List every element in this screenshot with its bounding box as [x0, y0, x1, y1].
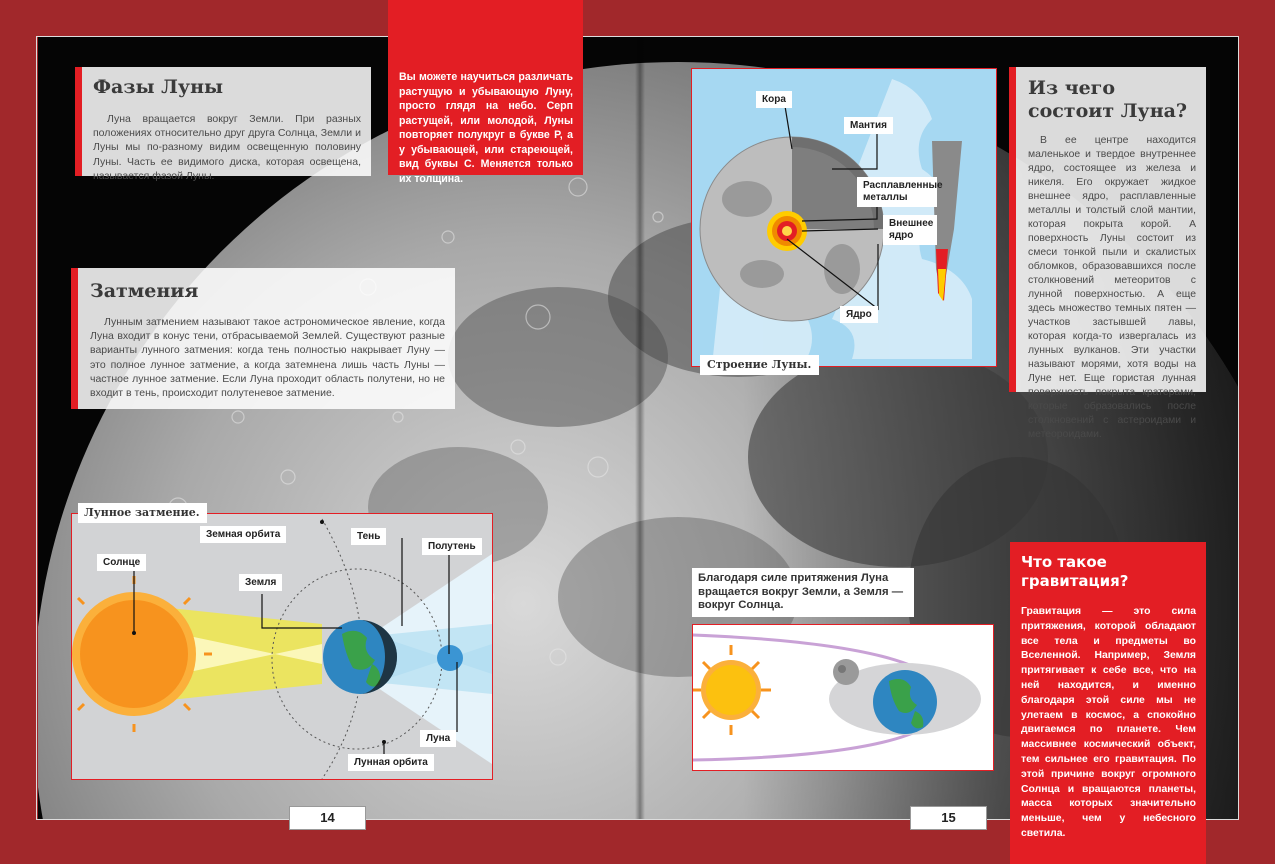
label-earth: Земля — [239, 574, 282, 591]
page-gutter — [635, 37, 645, 819]
tip-box — [388, 0, 583, 185]
orbit-sun-icon — [693, 645, 771, 735]
label-earth-orbit: Земная орбита — [200, 526, 286, 543]
page-number-right: 15 — [910, 806, 987, 830]
orbit-earth-icon — [873, 670, 937, 734]
label-core: Ядро — [840, 306, 878, 323]
gravity-text: Гравитация — это сила притяжения, которой обладают все тела и предметы во Вселенной. Например, Земля притягивает к себе все, что на ней находится, и именно благодаря этой силе мы не улетаем в космос, а спокойно двигаемся по планете. Чем массивнее космический объект, тем сильнее его гравитация. По этой причине вокруг огромного Солнца и вращаются планеты, масса которых значительно меньше, чем у небесного светила. — [1021, 606, 1196, 839]
eclipse-text: Лунным затмением называют такое астрономическое явление, когда Луна входит в конус тени, отбрасываемой Землей. Существуют разные варианты лунного затмения: когда тень полностью накрывает Луну — это полное лунное затмение, а когда затемнена лишь часть Луны — частное лунное затмение. Если Луна проходит область полутени, но не входит в тень, происходит полутеневое затмение. — [90, 316, 445, 400]
gravity-title: Что такое гравитация? — [1021, 553, 1129, 590]
moon-icon — [437, 645, 463, 671]
tip-text: Вы можете научиться различать растущую и убывающую Луну, просто глядя на небо. Серп растущей, или молодой, Луны повторяет полукруг в букве Р, а у убывающей, или стареющей, вид буквы С. Меняется только их толщина. — [399, 71, 573, 185]
label-moon: Луна — [420, 730, 456, 747]
sun-icon — [72, 576, 212, 732]
label-outer-core: Внешнее ядро — [883, 215, 937, 245]
gravity-box — [1010, 542, 1206, 864]
page-number-left: 14 — [289, 806, 366, 830]
structure-caption: Строение Луны. — [700, 355, 819, 375]
orbit-caption: Благодаря силе притяжения Луна вращается вокруг Земли, а Земля — вокруг Солнца. — [692, 568, 914, 617]
label-shadow: Тень — [351, 528, 386, 545]
eclipse-title: Затмения — [90, 280, 199, 302]
lunar-eclipse-diagram — [71, 513, 493, 780]
label-mantle: Мантия — [844, 117, 893, 134]
eclipse-box — [71, 268, 455, 409]
label-penumbra: Полутень — [422, 538, 482, 555]
composition-box — [1009, 67, 1206, 440]
label-molten-metals: Расплавленные металлы — [857, 177, 937, 207]
label-sun: Солнце — [97, 554, 146, 571]
composition-title: Из чего состоит Луна? — [1028, 77, 1188, 122]
orbit-diagram — [692, 624, 994, 771]
label-moon-orbit: Лунная орбита — [348, 754, 434, 771]
phases-text: Луна вращается вокруг Земли. При разных положениях относительно друг друга Солнца, Земли и Луны мы по-разному видим освещенную половину Луны. Часть ее видимого диска, которая освещена, называется фазой Луны. — [93, 113, 361, 182]
eclipse-diagram-caption: Лунное затмение. — [78, 503, 207, 523]
composition-text: В ее центре находится маленькое и твердое внутреннее ядро, состоящее из железа и никеля. Его окружает жидкое внешнее ядро, расплавленные металлы и толстый слой мантии, которая покрыта корой. А поверхность Луны состоит из смеси тонкой пыли и скалистых обломков, образовавшихся после столкновений метеоритов с лунной поверхностью. А еще здесь множество темных пятен — участков застывшей лавы, которая когда-то извергалась из лунных вулканов. Эти участки называют морями, хотя воды на Луне нет. Еще гористая лунная поверхность покрыта кратерами, которые образовались после столкновений с астероидами и метеороидами. — [1028, 135, 1196, 440]
label-crust: Кора — [756, 91, 792, 108]
phases-box — [75, 67, 371, 182]
phases-title: Фазы Луны — [93, 76, 224, 98]
moon-structure-diagram — [691, 68, 997, 367]
earth-icon — [323, 620, 397, 694]
